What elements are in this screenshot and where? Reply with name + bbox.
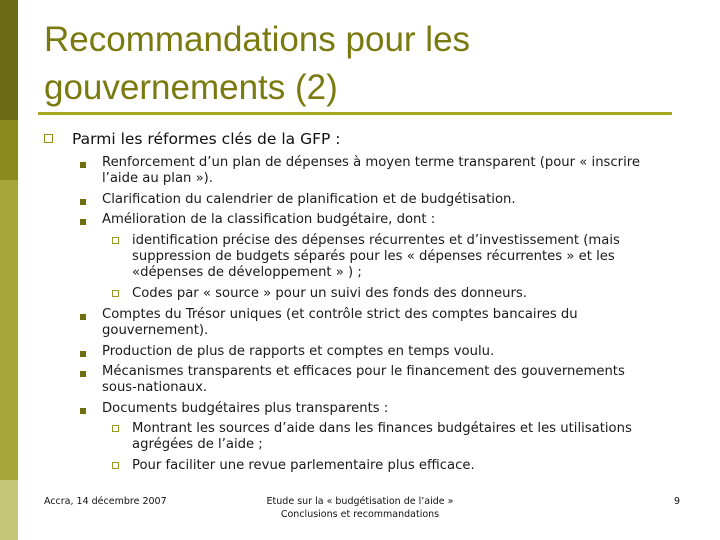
- title-underline: [38, 112, 672, 115]
- sidebar-segment: [0, 0, 18, 120]
- list-subitem-line: identification précise des dépenses récurrentes et d’investissement (mais: [132, 233, 620, 248]
- page-number: 9: [673, 496, 680, 507]
- list-subitem-line: «dépenses de développement » ) ;: [132, 265, 362, 280]
- sidebar-segment: [0, 480, 18, 540]
- slide-title: Recommandations pour les gouvernements (2): [44, 20, 471, 107]
- hollow-square-bullet-icon: [112, 462, 119, 469]
- main-point: Parmi les réformes clés de la GFP :: [72, 130, 341, 148]
- list-item-line: Production de plus de rapports et comptes en temps voulu.: [102, 344, 495, 359]
- list-subitem-line: Codes par « source » pour un suivi des fonds des donneurs.: [132, 286, 527, 301]
- square-bullet-icon: [80, 408, 86, 414]
- list-item-line: Clarification du calendrier de planification et de budgétisation.: [102, 192, 516, 207]
- list-item-line: sous-nationaux.: [102, 380, 208, 395]
- footer-study-subtitle: Conclusions et recommandations: [280, 509, 440, 520]
- footer-study-title: Etude sur la « budgétisation de l’aide »: [266, 496, 454, 507]
- decorative-sidebar: [0, 0, 18, 540]
- sidebar-segment: [0, 180, 18, 480]
- list-subitem-line: Montrant les sources d’aide dans les finances budgétaires et les utilisations: [132, 421, 632, 436]
- list-subitem-line: suppression de budgets séparés pour les « dépenses récurrentes » et les: [132, 249, 615, 264]
- square-bullet-icon: [80, 199, 86, 205]
- footer-location-date: Accra, 14 décembre 2007: [44, 496, 167, 507]
- list-item-line: Documents budgétaires plus transparents :: [102, 401, 389, 416]
- hollow-square-bullet-icon: [44, 134, 53, 143]
- hollow-square-bullet-icon: [112, 425, 119, 432]
- square-bullet-icon: [80, 351, 86, 357]
- list-item-line: Comptes du Trésor uniques (et contrôle strict des comptes bancaires du: [102, 307, 578, 322]
- square-bullet-icon: [80, 219, 86, 225]
- list-item-line: Renforcement d’un plan de dépenses à moyen terme transparent (pour « inscrire: [102, 155, 641, 170]
- list-item-line: l’aide au plan »).: [102, 171, 213, 186]
- hollow-square-bullet-icon: [112, 290, 119, 297]
- square-bullet-icon: [80, 314, 86, 320]
- sidebar-segment: [0, 120, 18, 180]
- list-item-line: Mécanismes transparents et efficaces pour le financement des gouvernements: [102, 364, 625, 379]
- list-subitem-line: agrégées de l’aide ;: [132, 437, 263, 452]
- list-subitem-line: Pour faciliter une revue parlementaire plus efficace.: [132, 458, 475, 473]
- square-bullet-icon: [80, 371, 86, 377]
- square-bullet-icon: [80, 162, 86, 168]
- hollow-square-bullet-icon: [112, 237, 119, 244]
- list-item-line: gouvernement).: [102, 323, 209, 338]
- list-item-line: Amélioration de la classification budgétaire, dont :: [102, 212, 436, 227]
